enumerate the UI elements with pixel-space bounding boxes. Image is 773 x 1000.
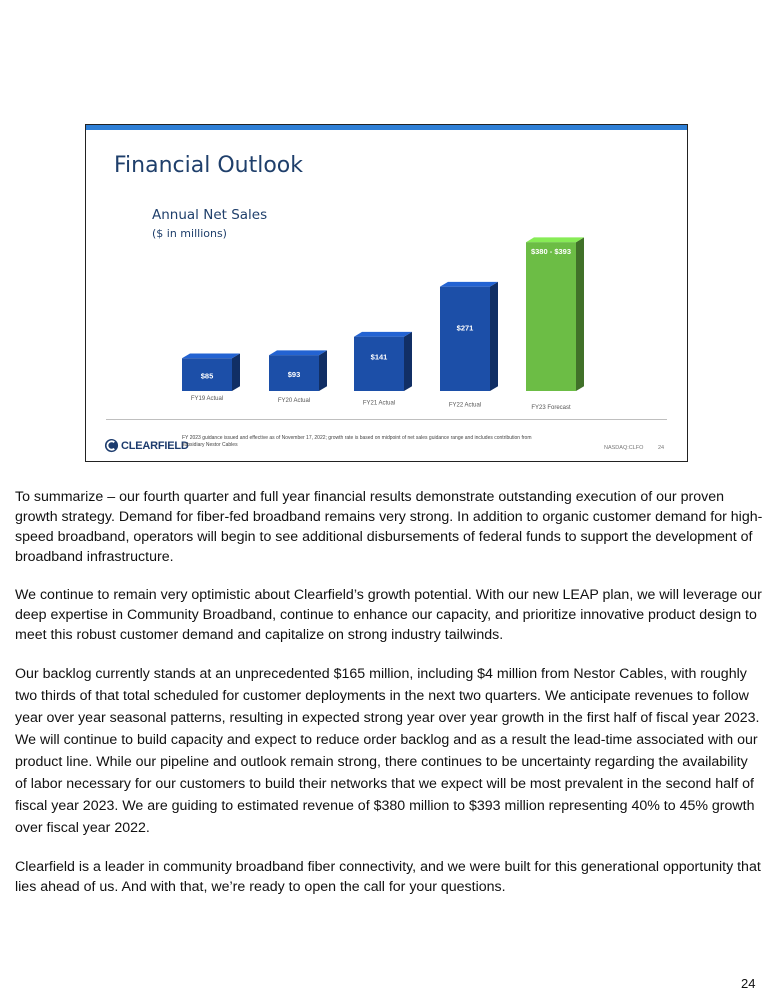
bar-top-0 (182, 353, 240, 358)
page-number: 24 (741, 976, 756, 991)
paragraph-growth-potential: We continue to remain very optimistic about Clearfield’s growth potential. With our new LEAP plan, we will leverage our deep expertise in Community Broadband, continue to enhance our capacity, and prioritize innovative product design to meet this robust customer demand and capitalize on strong industry tailwinds. (15, 587, 762, 643)
data-label-1: $93 (287, 370, 301, 380)
net-sales-bar-chart (86, 125, 689, 425)
slide-number: 24 (658, 445, 665, 451)
financial-outlook-slide (85, 124, 688, 462)
bar-side-3 (490, 282, 498, 391)
category-label-0: FY19 Actual (190, 396, 224, 402)
paragraph-summary: To summarize – our fourth quarter and full year financial results demonstrate outstanding execution of our proven growth strategy. Demand for fiber-fed broadband remains very strong. In addition to organic customer demand for high-speed broadband, operators will begin to see additional disbursements of federal funds to support the development of broadband infrastructure. (15, 489, 763, 565)
chart-subtitle: ($ in millions) (152, 227, 227, 240)
chart-title: Annual Net Sales (152, 207, 268, 223)
category-label-4: FY23 Forecast (531, 404, 571, 411)
paragraph-closing: Clearfield is a leader in community broadband fiber connectivity, and we were built for this generational opportunity that lies ahead of us. And with that, we’re ready to open the call for your questions. (15, 859, 761, 895)
logo-wordmark: CLEARFIELD (121, 439, 189, 452)
data-label-0: $85 (200, 371, 214, 381)
bar-top-3 (440, 282, 498, 287)
clearfield-logo-icon (104, 438, 119, 453)
bar-2 (354, 337, 404, 391)
category-label-2: FY21 Actual (362, 400, 396, 407)
bar-side-1 (319, 350, 327, 391)
bar-side-2 (404, 332, 412, 391)
category-label-3: FY22 Actual (448, 402, 482, 409)
bar-3 (440, 287, 490, 391)
clearfield-logo (104, 438, 189, 453)
data-label-2: $141 (370, 352, 388, 362)
stock-ticker: NASDAQ:CLFO (604, 445, 644, 451)
bar-top-4 (526, 237, 584, 242)
transcript-body (15, 487, 763, 915)
bar-4 (526, 242, 576, 391)
category-label-1: FY20 Actual (277, 398, 311, 405)
slide-title: Financial Outlook (114, 153, 303, 178)
slide-divider (106, 419, 667, 420)
data-label-4: $380 - $393 (530, 247, 572, 257)
paragraph-backlog: Our backlog currently stands at an unprecedented $165 million, including $4 million from Nestor Cables, with roughly two thirds of that total scheduled for customer deployments in the next two quarters. We anticipate revenues to follow year over year seasonal patterns, resulting in expected strong year over year growth in the first half of fiscal year 2023. We will continue to build capacity and expect to reduce order backlog and as a result the lead-time associated with our product line. While our pipeline and outlook remain strong, there continues to be uncertainty regarding the availability of labor necessary for our customers to build their networks that we expect will be most prevalent in the second half of fiscal year 2023. We are guiding to estimated revenue of $380 million to $393 million representing 40% to 45% growth over fiscal year 2022. (15, 666, 760, 836)
data-label-3: $271 (456, 323, 474, 333)
bar-top-2 (354, 332, 412, 337)
bar-side-0 (232, 353, 240, 391)
bar-top-1 (269, 350, 327, 355)
slide-footnote: FY 2023 guidance issued and effective as of November 17, 2022; growth rate is based on midpoint of net sales guidance range and includes contribution from subsidiary Nestor Cables (182, 435, 532, 448)
bar-side-4 (576, 237, 584, 391)
